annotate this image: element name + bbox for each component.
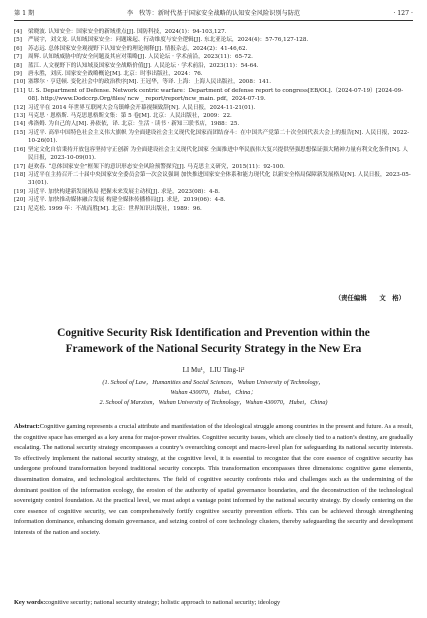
reference-item [14,146,411,163]
reference-item [14,62,411,70]
reference-number: [7] [14,54,22,61]
english-title-line-1: Cognitive Security Risk Identification and Prevention within the [57,327,370,339]
affiliation-1-line-1: (1. School of Law，Humanities and Social Sciences，Wuhan University of Technology， [102,379,325,386]
affiliations [14,378,413,408]
reference-number: [16] [14,146,26,153]
reference-number: [17] [14,163,26,170]
reference-item [14,129,411,146]
reference-text: 习近平. 加快构建新发展格局 把握未来发展主动权[J]. 求是，2023(08)：4-8. [28,188,220,195]
reference-text: 塞缪尔 · 亨廷顿. 变化社会中的政治秩序[M]. 王冠华，等译. 上海：上海人民出版社，2008：141. [28,79,271,86]
reference-item [14,188,411,196]
reference-text: 蓝江. 人文视野下的认知域及国家安全战略价值[J]. 人民论坛 · 学术前沿，2023(11)：54-64. [28,62,259,69]
keywords-label: Key words: [14,599,46,606]
reference-number: [21] [14,205,26,212]
reference-number: [12] [14,104,26,111]
reference-list [14,28,411,213]
reference-text: 梁晓波. 认知安全：国家安全的新域重点[J]. 国防科技，2024(1)：94-103,127. [28,29,227,35]
page-number: · 127 · [393,10,413,17]
reference-number: [13] [14,113,26,120]
reference-item [14,171,411,188]
reference-item [14,70,411,78]
reference-number: [15] [14,129,26,136]
reference-text: 赵欢春. “总体国家安全”框架下的意识形态安全风险预警探究[J]. 马克思主义研究，2015(11)：92-100. [28,163,285,170]
reference-text: 坚定文化自信秉持开放包容坚持守正创新 为全面建设社会主义现代化国家 全面推进中华民族伟大复兴提供坚强思想保证强大精神力量有利文化条件[N]. 人民日报，2023-10-09(01). [28,146,408,162]
reference-number: [18] [14,171,26,178]
english-title [14,325,413,357]
keywords [14,598,413,608]
reference-item [14,78,411,86]
reference-number: [8] [14,62,22,69]
reference-item [14,28,411,36]
running-title: 李 牧等：新时代基于国家安全战略的认知安全风险识别与防范 [126,10,301,17]
reference-number: [11] [14,87,26,94]
reference-number: [10] [14,79,26,86]
abstract [14,422,413,539]
reference-text: 周辉. 认知域威胁中的安全问题及其应对策略[J]. 人民论坛 · 学术前沿，2023(11)：65-72. [28,54,253,61]
abstract-text: Cognitive gaming represents a crucial attribute and manifestation of the ideological struggle among countries in the present and future. As a result, the cognitive space has emerged as a key arena for major-power rivalries. Cognitive security issues, which are closely tied to a nation’s destiny, are gradually escalating. The national security strategy encompasses a country’s overarching concept and macro-level plan for safeguarding its national security interests. To effectively implement the national security strategy, at the cognitive level, it is essential to recognize that the core essence of cognitive security has undergone profound transformation beyond traditional security concepts. This transformation encompasses three dimensions: cognitive game elements, dissemination domains, and technological architectures. The field of cognitive security confronts risks and challenges such as the undermining of the dominant position of the information ecology, the erosion of the authority of spatial governance boundaries, and the deconstruction of the technological sovereignty control foundation. At the practical level, we must adopt a vantage point informed by the national security strategy. By closely centering on the core essence of cognitive security, we can comprehensively fortify cognitive security prevention efforts. This can be achieved through strengthening information dominance, enhancing domain governance, and seizing control of core technology clusters, thereby safeguarding the security and development interests of the nation and society. [14,423,413,536]
reference-item [14,45,411,53]
reference-item [14,120,411,128]
reference-item [14,205,411,213]
reference-number: [9] [14,71,22,78]
reference-text: 习近平在 2014 年世界互联网大会乌镇峰会开幕视频致辞[N]. 人民日报，2024-11-21(01). [28,104,256,111]
reference-number: [5] [14,37,22,44]
reference-number: [4] [14,29,22,35]
author-names: LI Mu¹，LIU Ting-li² [182,366,245,374]
reference-item [14,112,411,120]
reference-text: 习近平. 加快推动媒体融合发展 构建全媒体传播格局[J]. 求是，2019(06)：4-8. [28,197,226,204]
reference-text: U. S. Department of Defense. Network centric warfare：Department of defense report to congress[EB/OL].（2024-07-19）[2024-09-08]. http://www.Dodccrp.Org/files/ ncw _ report/report/ncw_main. pdf，2024-07-19. [28,87,404,103]
reference-text: 严展宇，刘文龙. 认知域国家安全：问题缘起、行动维度与安全逻辑[J]. 东北亚论坛，2024(4)：57-76,127-128. [28,37,309,44]
reference-text: 习近平. 高举中国特色社会主义伟大旗帜 为全面建设社会主义现代化国家而团结奋斗：在中国共产党第二十次全国代表大会上的报告[N]. 人民日报，2022-10-26(01). [28,129,410,145]
reference-text: 苏志远. 总体国家安全观视野下认知安全的理论阐释[J]. 情报杂志，2024(2)：41-46,62. [28,45,248,52]
reference-item [14,104,411,112]
english-title-line-2: Framework of the National Security Strategy in the New Era [65,343,362,355]
reference-text: 习近平在主持召开二十届中央国家安全委员会第一次会议强调 加快推进国家安全体系和能力现代化 以新安全格局保障新发展格局[N]. 人民日报，2023-05-31(01). [28,171,411,187]
reference-number: [20] [14,197,26,204]
reference-item [14,196,411,204]
reference-number: [19] [14,188,26,195]
reference-number: [14] [14,121,26,128]
reference-text: 尼克松. 1999 年：不战而胜[M]. 北京：世界知识出版社，1989：96. [28,205,202,212]
affiliation-2: 2. School of Marxism，Wuhan University of Technology，Wuhan 430070，Hubei，China) [99,399,328,406]
reference-item [14,36,411,44]
keywords-text: cognitive security; national security strategy; holistic approach to national security; ideology [45,599,281,606]
reference-text: 弗洛姆. 为自己的人[M]. 孙依依，译. 北京：生活 · 读书 · 新知三联书店，1988：25. [28,121,240,128]
reference-item [14,53,411,61]
abstract-label: Abstract: [14,423,40,430]
responsible-editor: （责任编辑 文 格） [334,294,405,302]
reference-item [14,87,411,104]
reference-item [14,163,411,171]
reference-text: 唐永胜，刘庆. 国家安全战略概论[M]. 北京：时事出版社，2024：76. [28,71,203,78]
reference-text: 马克思 · 恩格斯. 马克思恩格斯文集：第 5 卷[M]. 北京：人民出版社，2009：22. [28,113,232,120]
running-header [14,7,413,21]
issue-number: 第 1 期 [14,10,35,17]
reference-number: [6] [14,45,22,52]
affiliation-1-line-2: Wuhan 430070，Hubei，China； [170,389,257,396]
